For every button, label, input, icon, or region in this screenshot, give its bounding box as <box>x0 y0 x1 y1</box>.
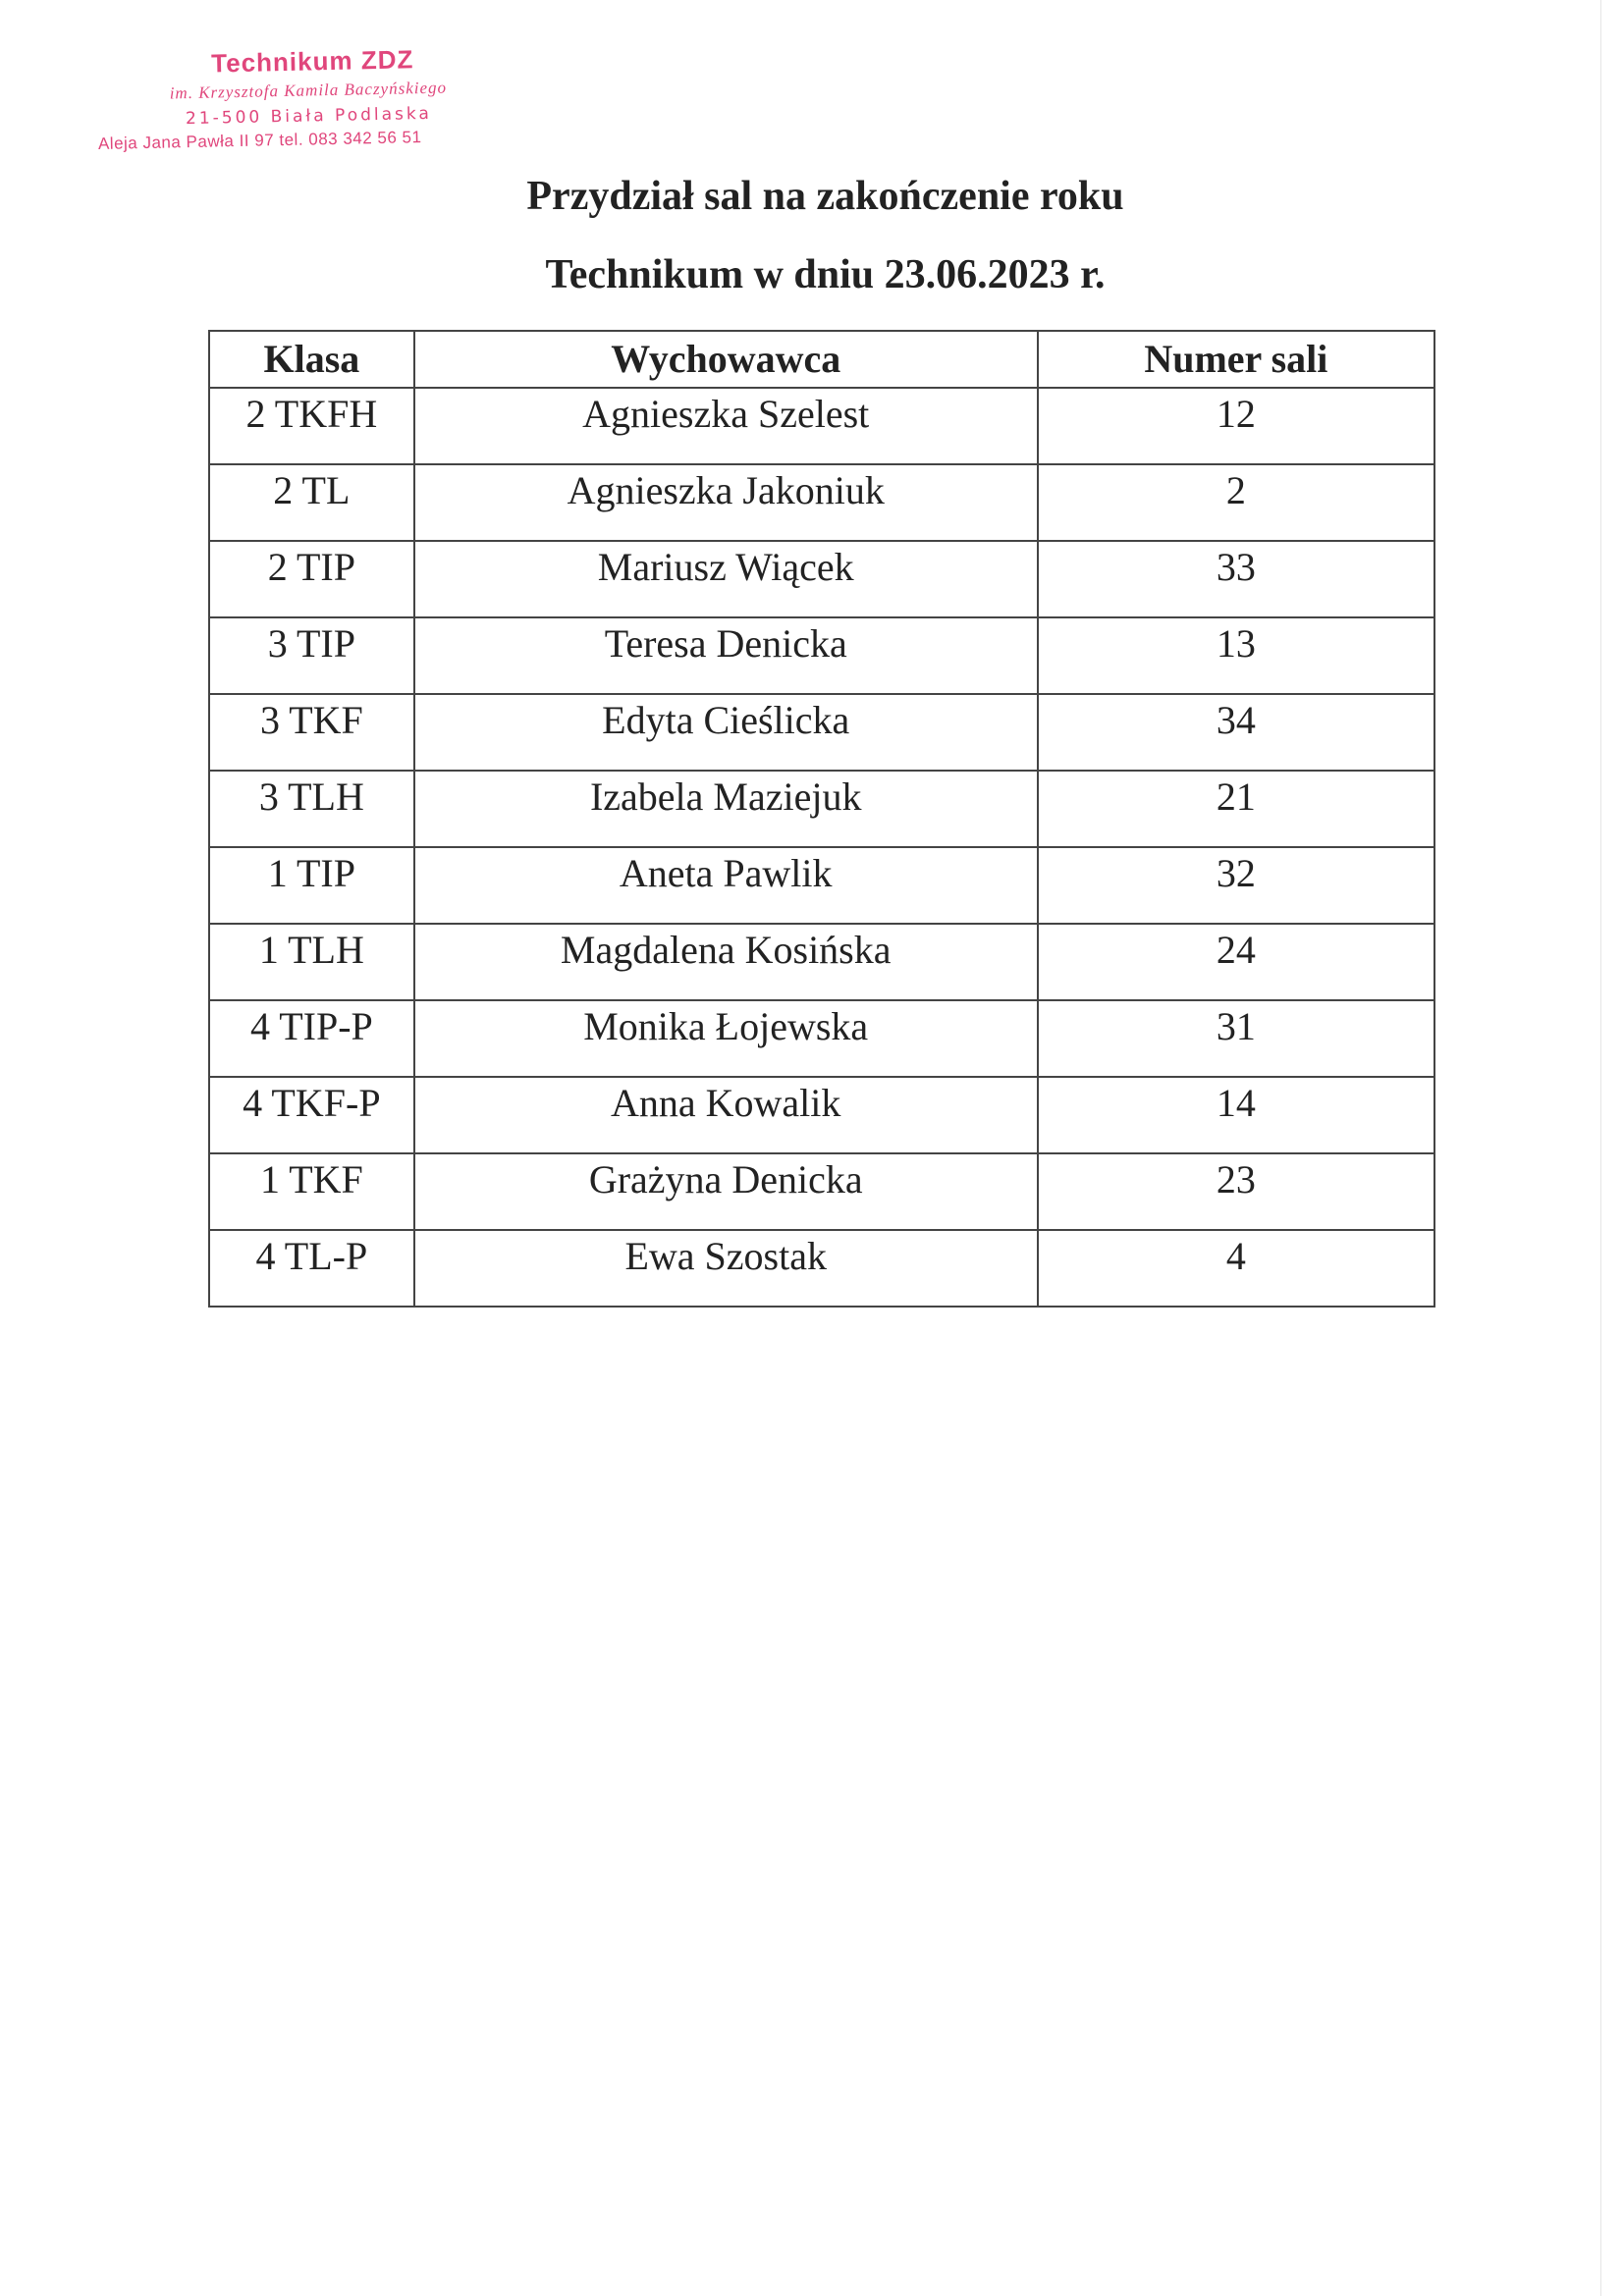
cell-class: 1 TLH <box>209 924 414 1000</box>
cell-room: 31 <box>1038 1000 1434 1077</box>
cell-room: 34 <box>1038 694 1434 771</box>
room-assignment-table <box>208 330 1435 1308</box>
cell-room: 4 <box>1038 1230 1434 1307</box>
cell-teacher: Monika Łojewska <box>414 1000 1038 1077</box>
cell-teacher: Agnieszka Szelest <box>414 388 1038 464</box>
table-row <box>209 1153 1434 1230</box>
cell-teacher: Teresa Denicka <box>414 617 1038 694</box>
cell-class: 4 TIP-P <box>209 1000 414 1077</box>
cell-room: 33 <box>1038 541 1434 617</box>
table-row <box>209 464 1434 541</box>
cell-class: 4 TKF-P <box>209 1077 414 1153</box>
header-room-number: Numer sali <box>1038 331 1434 388</box>
cell-room: 14 <box>1038 1077 1434 1153</box>
stamp-patron: im. Krzysztofa Kamila Baczyńskiego <box>169 78 448 103</box>
cell-teacher: Izabela Maziejuk <box>414 771 1038 847</box>
header-homeroom-teacher: Wychowawca <box>414 331 1038 388</box>
table-row <box>209 771 1434 847</box>
cell-room: 12 <box>1038 388 1434 464</box>
document-title: Przydział sal na zakończenie roku <box>526 174 1124 219</box>
cell-teacher: Edyta Cieślicka <box>414 694 1038 771</box>
cell-teacher: Mariusz Wiącek <box>414 541 1038 617</box>
cell-class: 2 TKFH <box>209 388 414 464</box>
cell-class: 4 TL-P <box>209 1230 414 1307</box>
cell-class: 3 TKF <box>209 694 414 771</box>
cell-class: 1 TKF <box>209 1153 414 1230</box>
cell-teacher: Anna Kowalik <box>414 1077 1038 1153</box>
stamp-address-phone: Aleja Jana Pawła II 97 tel. 083 342 56 51 <box>97 128 422 153</box>
table-row <box>209 847 1434 924</box>
table-row <box>209 694 1434 771</box>
document-subtitle: Technikum w dniu 23.06.2023 r. <box>545 252 1106 297</box>
cell-room: 23 <box>1038 1153 1434 1230</box>
table-header-row <box>209 331 1434 388</box>
school-stamp <box>96 42 520 154</box>
cell-class: 1 TIP <box>209 847 414 924</box>
cell-room: 21 <box>1038 771 1434 847</box>
cell-teacher: Ewa Szostak <box>414 1230 1038 1307</box>
cell-teacher: Aneta Pawlik <box>414 847 1038 924</box>
table-row <box>209 1000 1434 1077</box>
table-row <box>209 388 1434 464</box>
cell-class: 3 TIP <box>209 617 414 694</box>
cell-room: 2 <box>1038 464 1434 541</box>
cell-teacher: Grażyna Denicka <box>414 1153 1038 1230</box>
cell-room: 24 <box>1038 924 1434 1000</box>
table-row <box>209 1077 1434 1153</box>
table-row <box>209 924 1434 1000</box>
cell-room: 13 <box>1038 617 1434 694</box>
cell-class: 2 TL <box>209 464 414 541</box>
table-row <box>209 1230 1434 1307</box>
cell-room: 32 <box>1038 847 1434 924</box>
page-edge-line <box>1600 0 1601 2296</box>
table-row <box>209 617 1434 694</box>
cell-class: 2 TIP <box>209 541 414 617</box>
header-class: Klasa <box>209 331 414 388</box>
stamp-school-name: Technikum ZDZ <box>210 44 414 79</box>
cell-teacher: Magdalena Kosińska <box>414 924 1038 1000</box>
table-row <box>209 541 1434 617</box>
stamp-postal-city: 21-500 Biała Podlaska <box>185 103 433 130</box>
cell-class: 3 TLH <box>209 771 414 847</box>
cell-teacher: Agnieszka Jakoniuk <box>414 464 1038 541</box>
